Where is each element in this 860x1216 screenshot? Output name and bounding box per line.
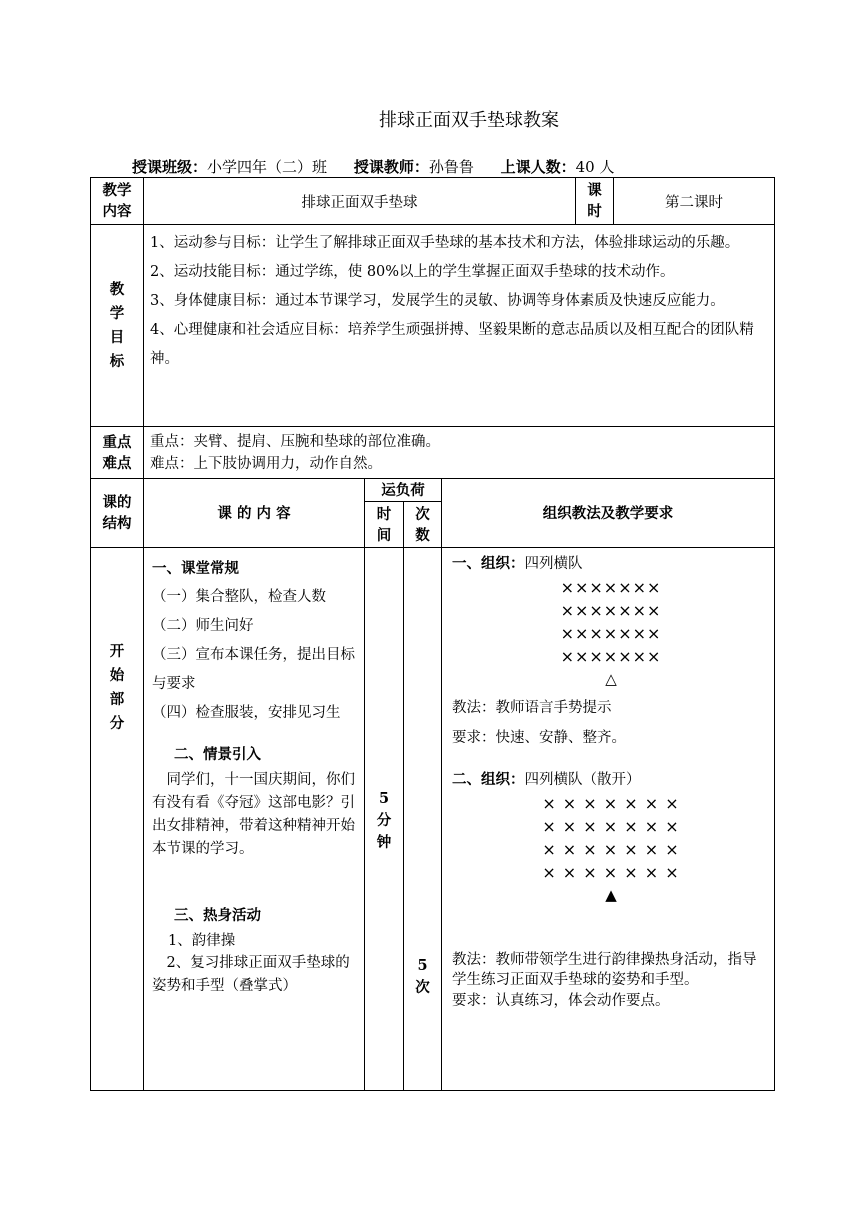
formation-row: × × × × × × × xyxy=(542,794,680,813)
org1-title: 一、组织： xyxy=(452,555,525,572)
time-value: 5 xyxy=(378,790,390,807)
teaching-content-value: 排球正面双手垫球 xyxy=(144,178,576,225)
key-points-label: 重点 难点 xyxy=(91,427,144,479)
opening-part-label: 开 始 部 分 xyxy=(91,548,144,1091)
org1-method: 教法：教师语言手势提示 xyxy=(452,700,612,716)
section-routine-title: 一、课堂常规 xyxy=(152,560,239,577)
goal-item: 2、运动技能目标：通过学练，使 80%以上的学生掌握正面双手垫球的技术动作。 xyxy=(150,264,675,280)
goal-item: 1、运动参与目标：让学生了解排球正面双手垫球的基本技术和方法，体验排球运动的乐趣。 xyxy=(150,235,740,251)
list-item: 1、韵律操 xyxy=(168,933,236,949)
list-item: （二）师生问好 xyxy=(152,618,254,634)
difficulty-text: 难点：上下肢协调用力，动作自然。 xyxy=(150,455,382,472)
period-value: 第二课时 xyxy=(614,178,775,225)
formation-row: ××××××× xyxy=(560,647,662,666)
org2-form: 四列横队（散开） xyxy=(524,772,641,788)
list-item: （一）集合整队，检查人数 xyxy=(152,589,326,605)
list-item: （三）宣布本课任务，提出目标与要求 xyxy=(152,647,355,692)
opening-content xyxy=(144,548,365,1091)
structure-header: 课的 结构 xyxy=(91,479,144,548)
org3-method: 教法：教师带领学生进行韵律操热身活动，指导学生练习正面双手垫球的姿势和手型。 xyxy=(452,952,757,988)
teaching-goals-list xyxy=(144,225,775,427)
key-point-text: 重点：夹臂、提肩、压腕和垫球的部位准确。 xyxy=(150,433,440,450)
class-label: 授课班级： xyxy=(132,158,208,176)
time-cell: 5 分 钟 xyxy=(365,548,404,1091)
student-count-label: 上课人数： xyxy=(500,158,576,176)
list-item: （四）检查服装，安排见习生 xyxy=(152,705,341,721)
organization-cell xyxy=(442,548,775,1091)
class-value: 小学四年（二）班 xyxy=(207,158,328,176)
structure-header-row xyxy=(91,479,775,502)
key-points-row xyxy=(91,427,775,479)
load-header: 运负荷 xyxy=(365,479,442,502)
period-label: 课 时 xyxy=(576,178,614,225)
formation-row: × × × × × × × xyxy=(542,840,680,859)
teacher-outline-triangle-icon: △ xyxy=(605,670,617,688)
formation-row: × × × × × × × xyxy=(542,863,680,882)
list-item: 2、复习排球正面双手垫球的姿势和手型（叠掌式） xyxy=(152,955,350,994)
formation-row: × × × × × × × xyxy=(542,817,680,836)
teaching-goals-row xyxy=(91,225,775,427)
page-title: 排球正面双手垫球教案 xyxy=(379,110,559,131)
teaching-goals-label: 教 学 目 标 xyxy=(91,225,144,427)
teacher-filled-triangle-icon: ▲ xyxy=(605,886,617,904)
time-header: 时 间 xyxy=(365,502,404,548)
lesson-info-line xyxy=(132,156,615,177)
teaching-content-row xyxy=(91,178,775,225)
content-header: 课 的 内 容 xyxy=(144,479,365,548)
key-points-content xyxy=(144,427,775,479)
teacher-label: 授课教师： xyxy=(353,158,429,176)
section-intro-title: 二、情景引入 xyxy=(174,746,261,763)
goal-item: 3、身体健康目标：通过本节课学习，发展学生的灵敏、协调等身体素质及快速反应能力。 xyxy=(150,293,725,309)
org2-title: 二、组织： xyxy=(452,771,525,788)
section-warmup-title: 三、热身活动 xyxy=(174,907,261,924)
count-header: 次 数 xyxy=(404,502,442,548)
formation-row: ××××××× xyxy=(560,578,662,597)
count-cell: 5 次 xyxy=(404,548,442,1091)
student-count-value: 40 人 xyxy=(575,158,615,176)
organization-header: 组织教法及教学要求 xyxy=(442,479,775,548)
lesson-plan-table xyxy=(90,177,775,1091)
intro-paragraph: 同学们，十一国庆期间，你们有没有看《夺冠》这部电影？引出女排精神，带着这种精神开始本节课的学习。 xyxy=(152,772,355,857)
org1-requirement: 要求：快速、安静、整齐。 xyxy=(452,730,626,746)
teacher-value: 孙鲁鲁 xyxy=(428,158,474,176)
org1-form: 四列横队 xyxy=(524,556,583,572)
teaching-content-label: 教学 内容 xyxy=(91,178,144,225)
org3-requirement: 要求：认真练习，体会动作要点。 xyxy=(452,993,670,1009)
goal-item: 4、心理健康和社会适应目标：培养学生顽强拼搏、坚毅果断的意志品质以及相互配合的团队精神。 xyxy=(150,322,754,367)
formation-row: ××××××× xyxy=(560,601,662,620)
count-value: 5 xyxy=(417,957,428,974)
formation-row: ××××××× xyxy=(560,624,662,643)
opening-part-row xyxy=(91,548,775,1091)
